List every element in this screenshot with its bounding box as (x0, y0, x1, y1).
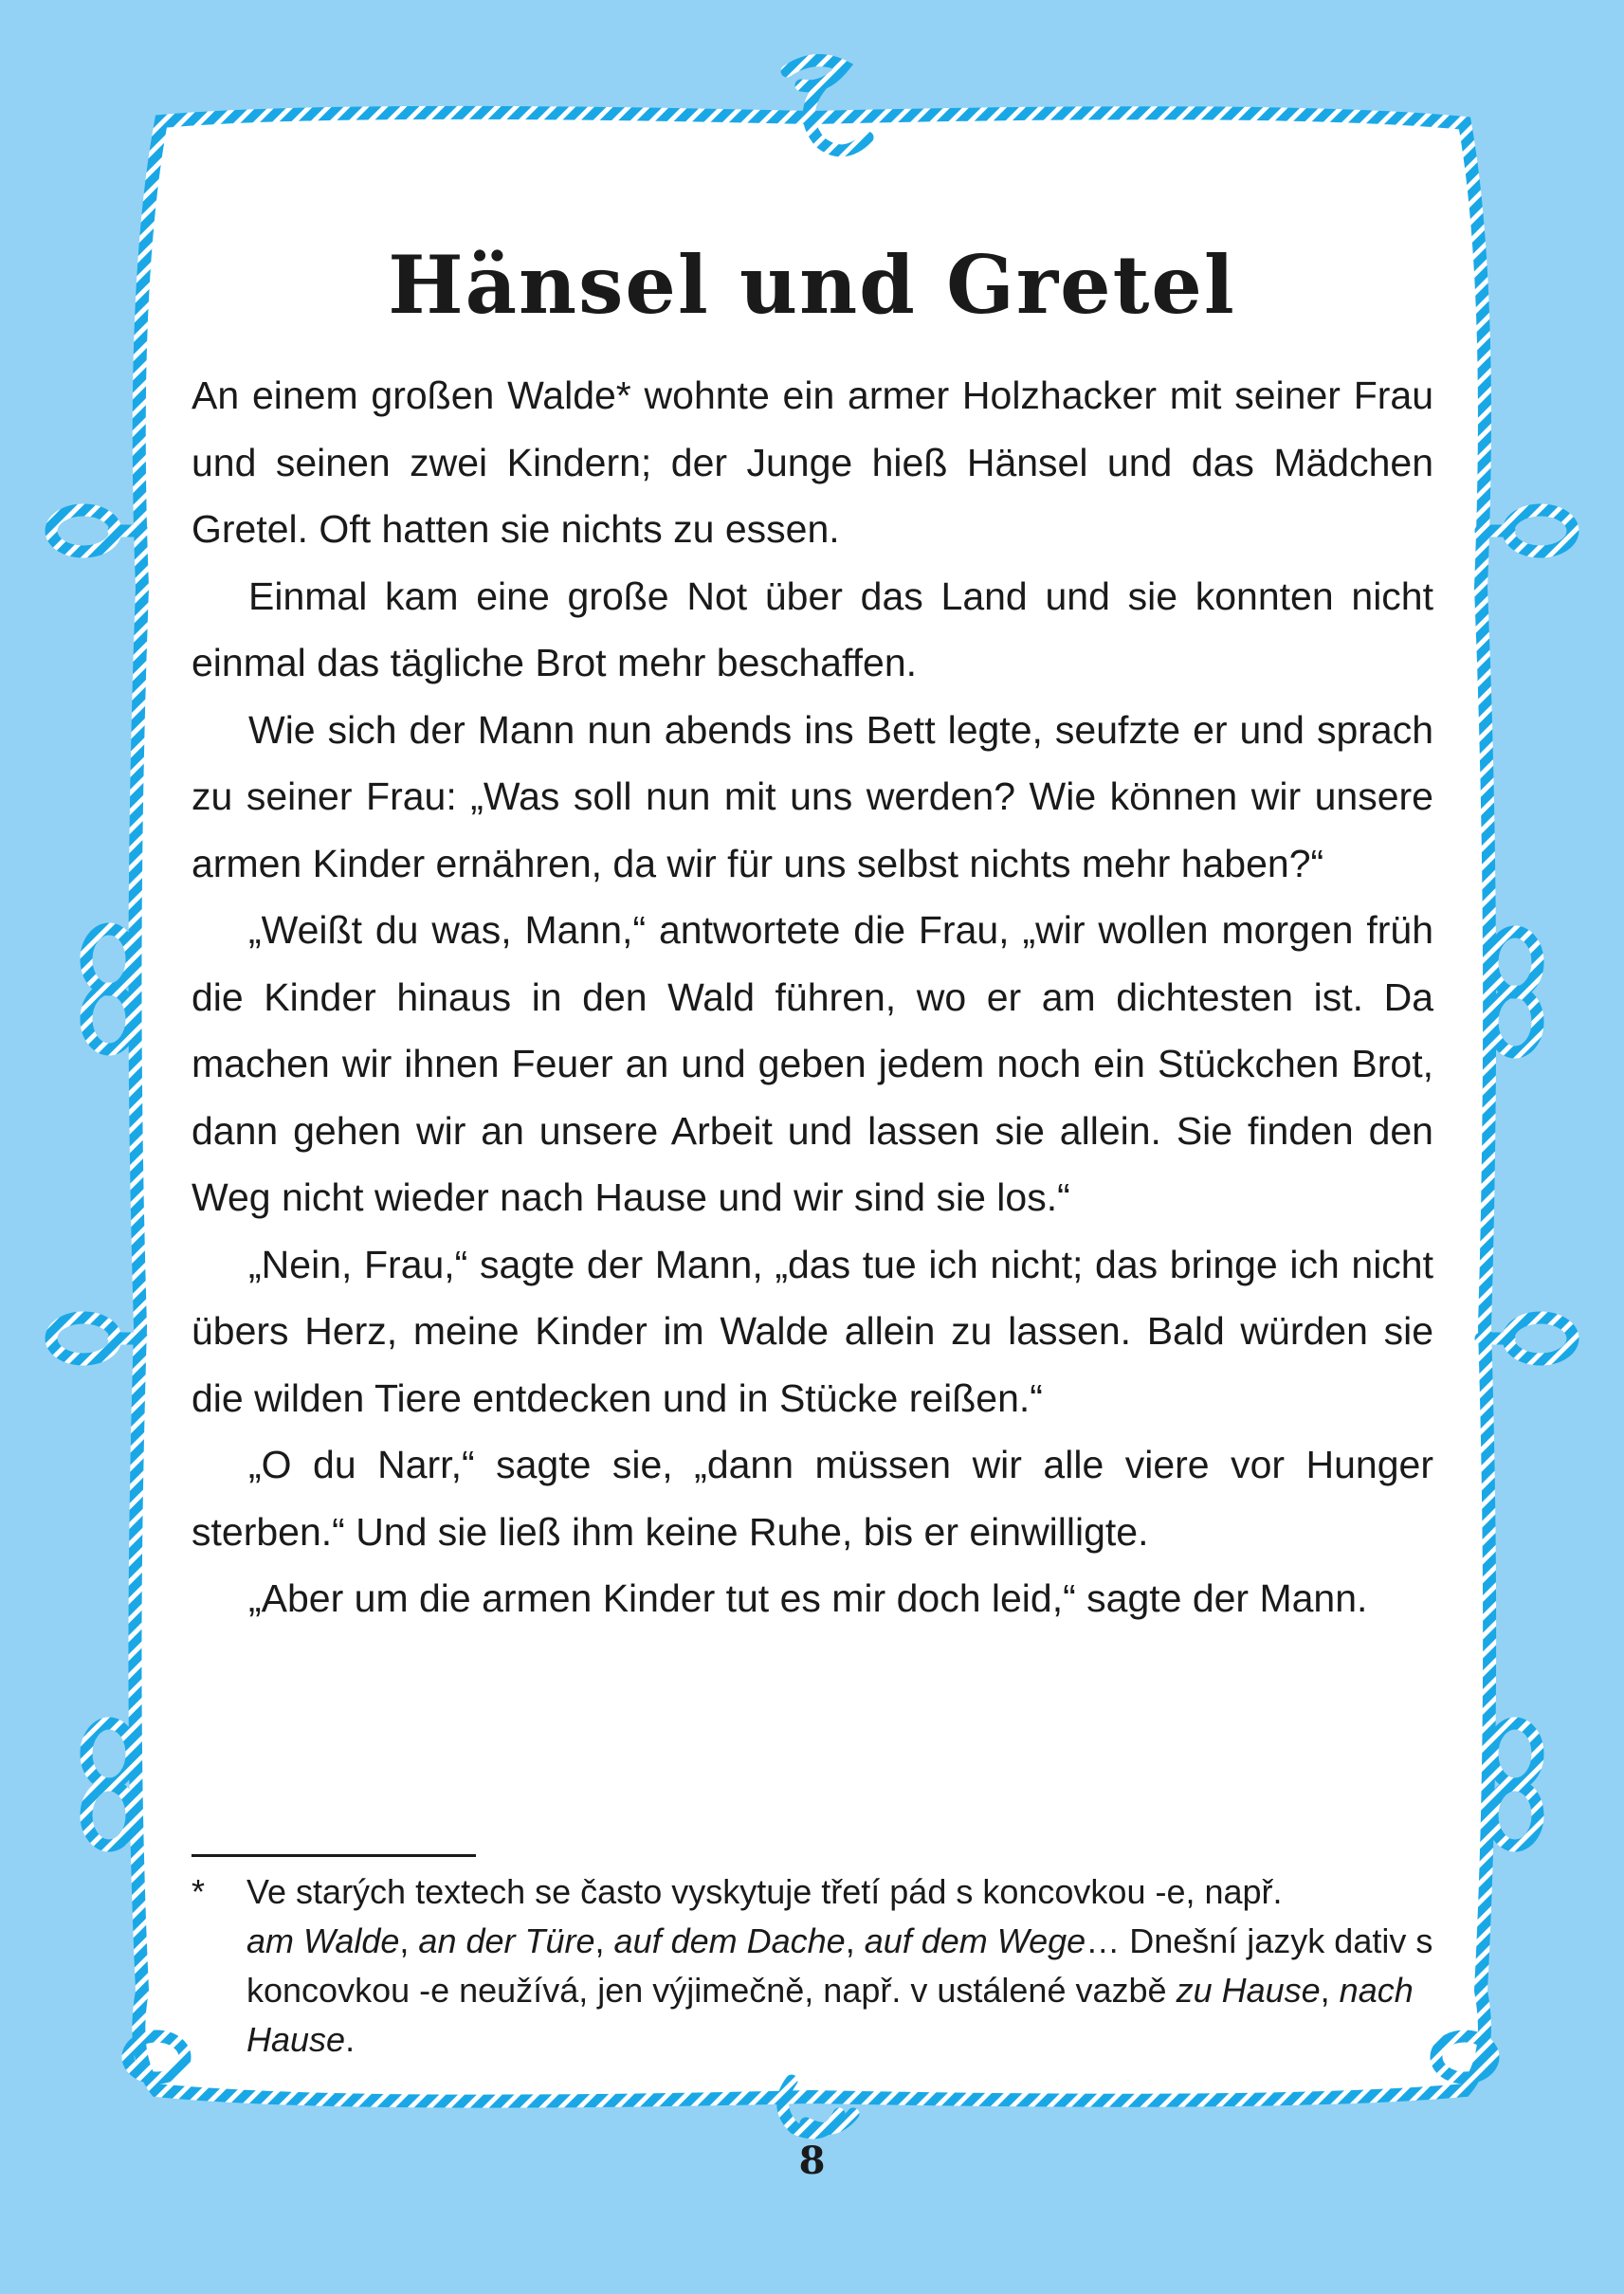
paragraph: „Nein, Frau,“ sagte der Mann, „das tue ich nicht; das bringe ich nicht übers Herz, meine Kinder im Walde allein zu lassen. Bald würden sie die wilden Tiere entdecken und in Stücke reißen.“ (192, 1242, 1433, 1420)
footnote-example: am Walde (246, 1921, 400, 1960)
footnote-example: auf dem Dache (613, 1921, 846, 1960)
footnote-separator: , (1320, 1971, 1340, 2010)
footnote-end: . (345, 2020, 356, 2059)
story-text (192, 362, 1433, 1632)
footnote-example: an der Türe (418, 1921, 595, 1960)
footnote-marker: * (192, 1872, 206, 1911)
page-number: 8 (798, 2139, 826, 2183)
paragraph: „Weißt du was, Mann,“ antwortete die Frau, „wir wollen morgen früh die Kinder hinaus in den Wald führen, wo er am dichtesten ist. Da machen wir ihnen Feuer an und geben jedem noch ein Stückchen Brot, dann gehen wir an unsere Arbeit und lassen sie allein. Sie finden den Weg nicht wieder nach Hause und wir sind sie los.“ (192, 908, 1433, 1219)
footnote-separator: , (399, 1921, 419, 1960)
paragraph: Wie sich der Mann nun abends ins Bett legte, seufzte er und sprach zu seiner Frau: „Was soll nun mit uns werden? Wie können wir unsere armen Kinder ernähren, da wir für uns selbst nichts mehr haben?“ (192, 707, 1433, 885)
footnote-text-part: … Dnešní jazyk dativ s koncovkou -e neužívá, jen výjimečně, např. v ustálené vazbě (246, 1921, 1433, 2010)
footnote-divider (192, 1854, 476, 1857)
paragraph: „O du Narr,“ sagte sie, „dann müssen wir alle viere vor Hunger sterben.“ Und sie ließ ihm keine Ruhe, bis er einwilligte. (192, 1443, 1433, 1554)
footnote-example: zu Hause (1176, 1971, 1321, 2010)
paragraph: „Aber um die armen Kinder tut es mir doch leid,“ sagte der Mann. (248, 1576, 1368, 1620)
footnote-example: auf dem Wege (864, 1921, 1086, 1960)
footnote (192, 1867, 1433, 2065)
footnote-separator: , (594, 1921, 614, 1960)
paragraph: Einmal kam eine große Not über das Land und sie konnten nicht einmal das tägliche Brot mehr beschaffen. (192, 574, 1433, 684)
footnote-text (246, 1867, 1433, 2065)
footnote-example: nach Hause (246, 1971, 1414, 2059)
paragraph: An einem großen Walde* wohnte ein armer Holzhacker mit seiner Frau und seinen zwei Kindern; der Junge hieß Hänsel und das Mädchen Gretel. Oft hatten sie nichts zu essen. (192, 373, 1433, 551)
page-title: Hänsel und Gretel (388, 238, 1236, 333)
footnote-separator: , (845, 1921, 865, 1960)
footnote-text-part: Ve starých textech se často vyskytuje třetí pád s koncovkou -e, např. (246, 1872, 1283, 1911)
